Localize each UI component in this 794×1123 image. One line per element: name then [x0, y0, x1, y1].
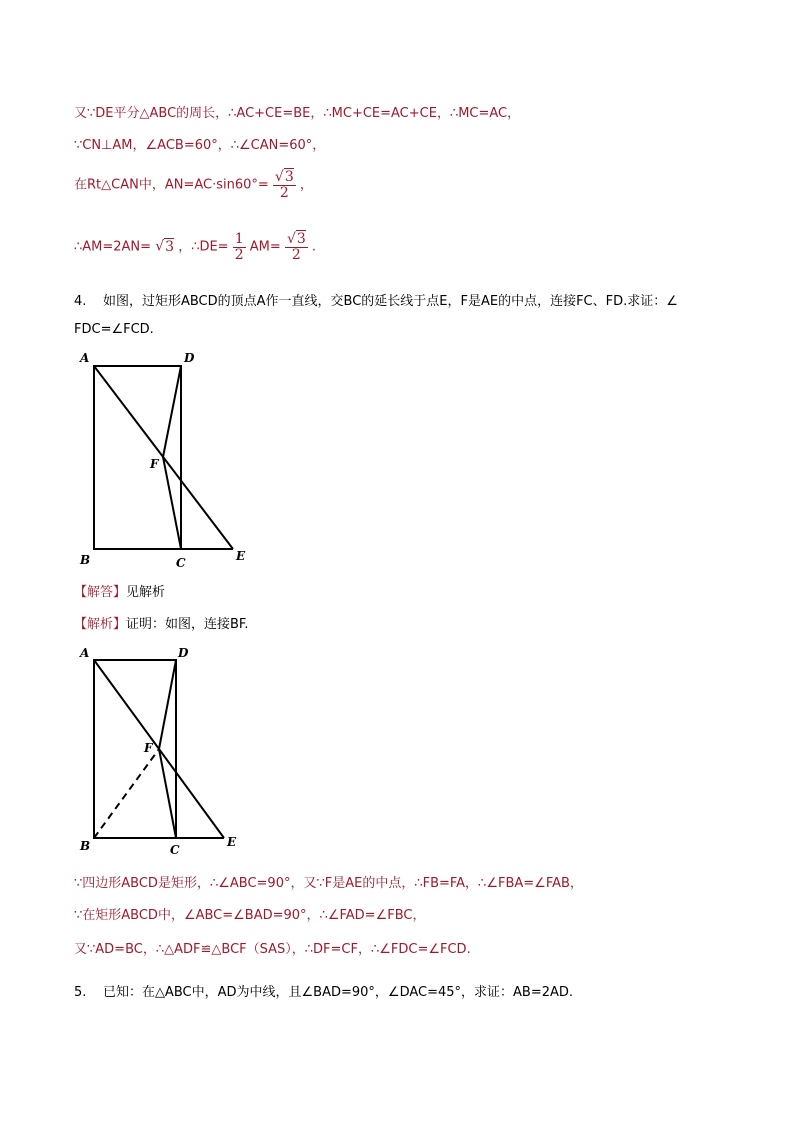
- sqrt-3: √3: [155, 238, 175, 255]
- label-a: A: [80, 351, 90, 365]
- label-e: E: [236, 549, 246, 563]
- solution-line-2: ∵CN⊥AM，∠ACB=60°，∴∠CAN=60°，: [74, 138, 326, 153]
- label-d: D: [184, 351, 195, 365]
- label-f-2: F: [144, 741, 153, 755]
- answer-line: [74, 581, 165, 600]
- line-fc-2: [159, 749, 176, 838]
- fraction-denominator: 2: [279, 184, 289, 201]
- problem-4-text: 如图，过矩形ABCD的顶点A作一直线，交BC的延长线于点E，F是AE的中点，连接FC、FD.求证：∠: [102, 294, 678, 309]
- analysis-line: [74, 613, 248, 632]
- solution-line-4-suffix: .: [311, 239, 317, 255]
- rectangle-abcd-2: [94, 660, 176, 838]
- fraction-sqrt3-over-2-b: $\frac{√3}{2}$: [286, 231, 306, 263]
- label-d-2: D: [178, 646, 189, 660]
- problem-4-number: 4.: [74, 294, 87, 309]
- solution-line-1: 又∵DE平分△ABC的周长，∴AC+CE=BE，∴MC+CE=AC+CE，∴MC=AC，: [74, 106, 521, 121]
- label-c-2: C: [170, 843, 180, 857]
- problem-5-line: [74, 981, 573, 1000]
- solution-line-3-prefix: 在Rt△CAN中，AN=AC·sin60°=: [74, 177, 269, 193]
- proof-line-1: ∵四边形ABCD是矩形，∴∠ABC=90°，又∵F是AE的中点，∴FB=FA，∴∠FBA=∠FAB，: [74, 876, 583, 891]
- solution-line-4-prefix: ∴AM=2AN=: [74, 239, 152, 255]
- solution-line-4: [74, 232, 316, 262]
- problem-4-figure: [72, 346, 272, 576]
- solution-line-3-suffix: ，: [299, 177, 313, 193]
- label-b: B: [80, 553, 91, 567]
- solution-line-4-mid: ，∴DE=: [178, 239, 229, 255]
- line-bf-dashed: [94, 749, 159, 838]
- problem-4-line-2: FDC=∠FCD.: [74, 322, 154, 337]
- label-b-2: B: [80, 839, 91, 853]
- proof-line-3: 又∵AD=BC，∴△ADF≌△BCF（SAS），∴DF=CF，∴∠FDC=∠FCD.: [74, 942, 471, 957]
- solution-line-3: [74, 170, 313, 200]
- answer-tag: 【解答】: [74, 585, 127, 600]
- sqrt-radicand: 3: [284, 169, 294, 185]
- problem-5-text: 已知：在△ABC中，AD为中线，且∠BAD=90°，∠DAC=45°，求证：AB=2AD.: [102, 985, 574, 1000]
- analysis-figure: [72, 640, 272, 860]
- label-a-2: A: [80, 646, 90, 660]
- fraction-sqrt3-over-2: $\frac{√3}{2}$: [274, 169, 294, 201]
- problem-5-number: 5.: [74, 985, 87, 1000]
- line-fc: [163, 457, 181, 549]
- label-f: F: [150, 457, 159, 471]
- proof-line-2: ∵在矩形ABCD中，∠ABC=∠BAD=90°，∴∠FAD=∠FBC，: [74, 908, 426, 923]
- line-fd-2: [159, 660, 176, 749]
- analysis-text: 证明：如图，连接BF.: [126, 617, 249, 632]
- fraction-one-half: $\frac{1}{2}$: [234, 231, 244, 263]
- label-e-2: E: [227, 835, 237, 849]
- analysis-tag: 【解析】: [74, 617, 127, 632]
- rectangle-abcd: [94, 366, 181, 549]
- solution-line-4-mid2: AM=: [249, 239, 281, 255]
- label-c: C: [176, 556, 186, 570]
- line-fd: [163, 366, 181, 457]
- problem-4-line-1: [74, 290, 678, 309]
- answer-text: 见解析: [126, 585, 166, 600]
